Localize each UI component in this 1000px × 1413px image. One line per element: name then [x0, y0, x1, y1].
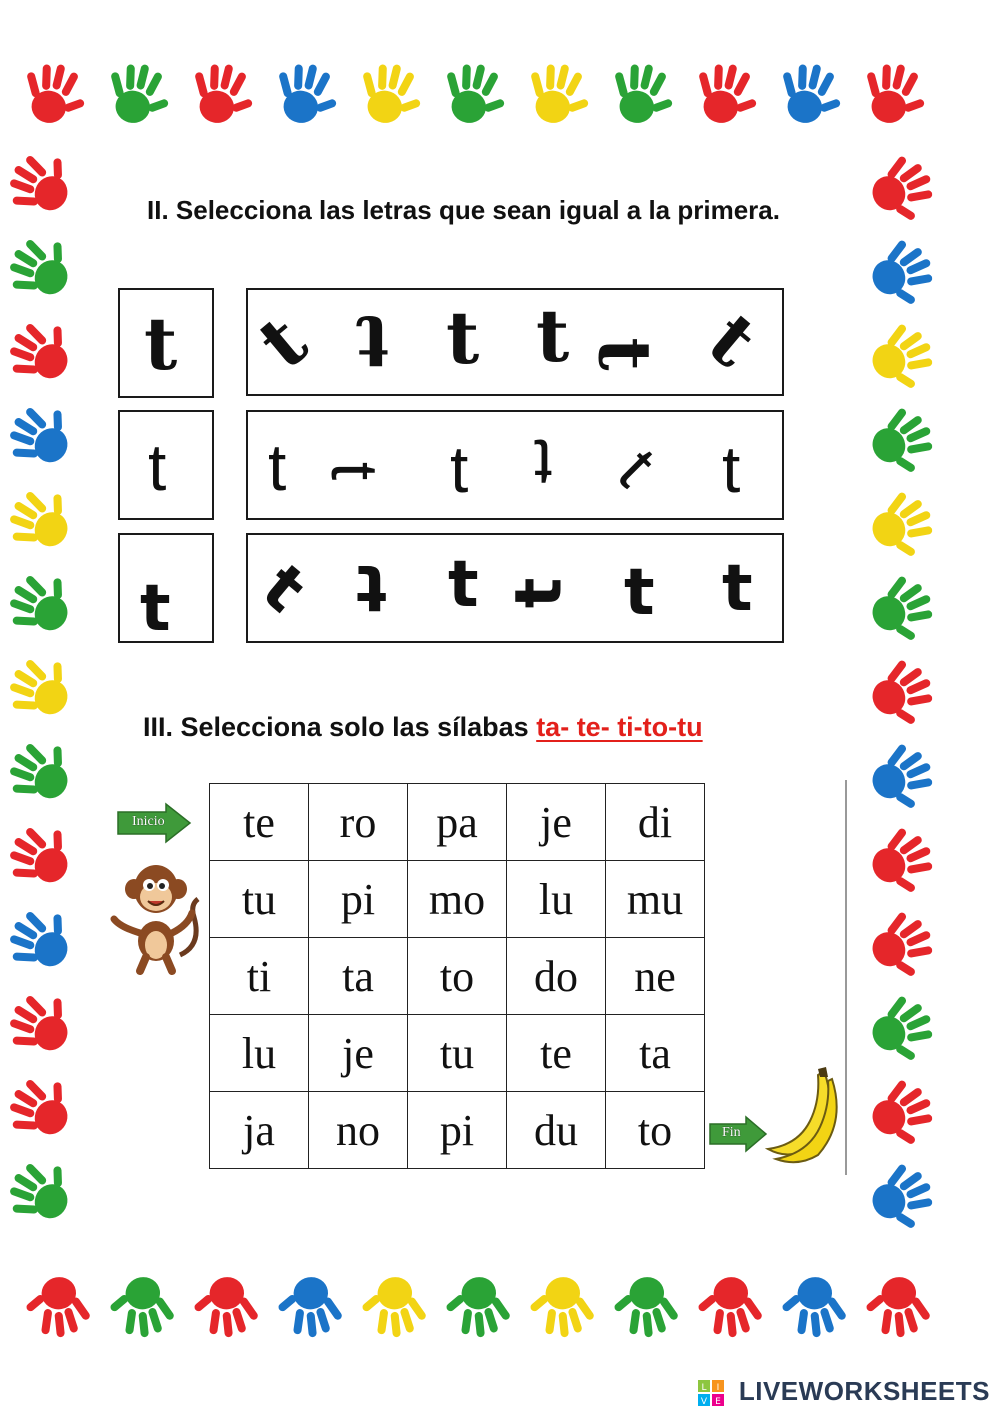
letter-option[interactable]: t [534, 426, 553, 500]
handprint-icon [525, 1272, 598, 1342]
syllable-cell[interactable]: te [210, 784, 309, 861]
syllable-cell[interactable]: to [408, 938, 507, 1015]
syllable-row [210, 1092, 705, 1169]
options-box-2 [246, 410, 784, 520]
handprint-icon [862, 988, 945, 1072]
handprint-icon [0, 729, 82, 813]
handprint-icon [441, 1272, 514, 1342]
handprint-icon [0, 561, 82, 645]
handprint-icon [862, 1072, 945, 1156]
logo-letter: V [700, 1397, 708, 1407]
letter-option[interactable]: t [536, 293, 570, 378]
syllable-cell[interactable]: no [309, 1092, 408, 1169]
handprint-icon [777, 1272, 850, 1342]
handprint-icon [0, 1149, 82, 1233]
letter-option[interactable]: t [318, 461, 393, 481]
monkey-icon [110, 855, 202, 977]
syllable-cell[interactable]: ti [210, 938, 309, 1015]
handprint-icon [862, 148, 945, 232]
handprint-icon [862, 1156, 945, 1240]
handprint-icon [0, 225, 82, 309]
reference-letter-1: t [144, 301, 178, 386]
syllable-cell[interactable]: ja [210, 1092, 309, 1169]
logo-letter: L [701, 1383, 707, 1393]
handprint-icon [0, 813, 82, 897]
syllable-cell[interactable]: lu [210, 1015, 309, 1092]
handprint-icon [861, 1272, 934, 1342]
handprint-icon [690, 59, 763, 129]
letter-option[interactable]: t [502, 577, 577, 609]
syllable-cell[interactable]: ta [606, 1015, 705, 1092]
syllable-row [210, 784, 705, 861]
section-3-title-highlight: ta- te- ti-to-tu [536, 712, 703, 742]
start-label: Inicio [132, 814, 165, 829]
handprint-icon [0, 309, 82, 393]
handprint-icon [858, 59, 931, 129]
letter-option[interactable]: t [356, 300, 390, 385]
handprint-icon [0, 141, 82, 225]
handprint-icon [438, 59, 511, 129]
handprint-icon [606, 59, 679, 129]
end-label: Fin [722, 1125, 741, 1140]
handprint-icon [774, 59, 847, 129]
letter-option[interactable]: t [692, 296, 774, 383]
reference-letter-3: t [140, 572, 171, 646]
syllable-row [210, 861, 705, 938]
section-3-title-prefix: III. Selecciona solo las sílabas [143, 712, 537, 742]
handprint-icon [862, 904, 945, 988]
letter-option[interactable]: t [722, 552, 753, 626]
options-box-3 [246, 533, 784, 643]
handprint-icon [357, 1272, 430, 1342]
syllable-cell[interactable]: tu [408, 1015, 507, 1092]
syllable-cell[interactable]: lu [507, 861, 606, 938]
handprint-icon [189, 1272, 262, 1342]
syllable-grid [209, 783, 705, 1169]
handprint-icon [862, 484, 945, 568]
handprint-icon [862, 568, 945, 652]
syllable-cell[interactable]: to [606, 1092, 705, 1169]
syllable-cell[interactable]: mu [606, 861, 705, 938]
syllable-cell[interactable]: te [507, 1015, 606, 1092]
handprint-icon [273, 1272, 346, 1342]
syllable-cell[interactable]: je [309, 1015, 408, 1092]
letter-option[interactable]: t [268, 430, 287, 504]
reference-box-1 [118, 288, 214, 398]
reference-letter-2: t [148, 430, 167, 504]
letter-option[interactable]: t [604, 434, 670, 500]
syllable-cell[interactable]: pi [309, 861, 408, 938]
handprint-icon [862, 232, 945, 316]
letter-option[interactable]: t [356, 550, 387, 624]
letter-option[interactable]: t [446, 295, 480, 380]
logo-letter: E [715, 1397, 721, 1407]
syllable-cell[interactable]: do [507, 938, 606, 1015]
handprint-icon [609, 1272, 682, 1342]
handprint-icon [522, 59, 595, 129]
syllable-cell[interactable]: mo [408, 861, 507, 938]
section-3-title [143, 712, 703, 743]
handprint-icon [862, 736, 945, 820]
banana-icon [762, 1065, 846, 1165]
letter-option[interactable]: t [722, 432, 741, 506]
handprint-icon [862, 820, 945, 904]
handprint-icon [0, 393, 82, 477]
syllable-cell[interactable]: di [606, 784, 705, 861]
letter-option[interactable]: t [624, 556, 655, 630]
letter-option[interactable]: t [450, 432, 469, 506]
letter-option[interactable]: t [247, 550, 319, 628]
handprint-icon [0, 477, 82, 561]
liveworksheets-logo-icon [698, 1380, 726, 1408]
handprint-icon [0, 645, 82, 729]
syllable-cell[interactable]: tu [210, 861, 309, 938]
letter-option[interactable]: t [448, 548, 479, 622]
syllable-row [210, 1015, 705, 1092]
syllable-cell[interactable]: ta [309, 938, 408, 1015]
handprint-icon [354, 59, 427, 129]
syllable-cell[interactable]: pa [408, 784, 507, 861]
handprint-icon [21, 1272, 94, 1342]
syllable-cell[interactable]: pi [408, 1092, 507, 1169]
handprint-icon [270, 59, 343, 129]
options-box-1 [242, 288, 784, 396]
handprint-icon [0, 897, 82, 981]
reference-box-2 [118, 410, 214, 520]
syllable-cell[interactable]: ne [606, 938, 705, 1015]
handprint-icon [18, 59, 91, 129]
syllable-cell[interactable]: ro [309, 784, 408, 861]
letter-option[interactable]: t [582, 337, 668, 371]
handprint-icon [102, 59, 175, 129]
handprint-icon [693, 1272, 766, 1342]
handprint-icon [862, 400, 945, 484]
reference-box-3 [118, 533, 214, 646]
liveworksheets-brand: LIVEWORKSHEETS [738, 1376, 990, 1406]
handprint-icon [862, 652, 945, 736]
syllable-cell[interactable]: du [507, 1092, 606, 1169]
logo-letter: I [716, 1383, 720, 1393]
letter-option[interactable]: t [242, 298, 323, 385]
handprint-icon [0, 1065, 82, 1149]
handprint-icon [862, 316, 945, 400]
syllable-row [210, 938, 705, 1015]
handprint-icon [0, 981, 82, 1065]
handprint-icon [186, 59, 259, 129]
handprint-icon [105, 1272, 178, 1342]
section-2-title: II. Selecciona las letras que sean igual a la primera. [147, 195, 780, 225]
syllable-cell[interactable]: je [507, 784, 606, 861]
